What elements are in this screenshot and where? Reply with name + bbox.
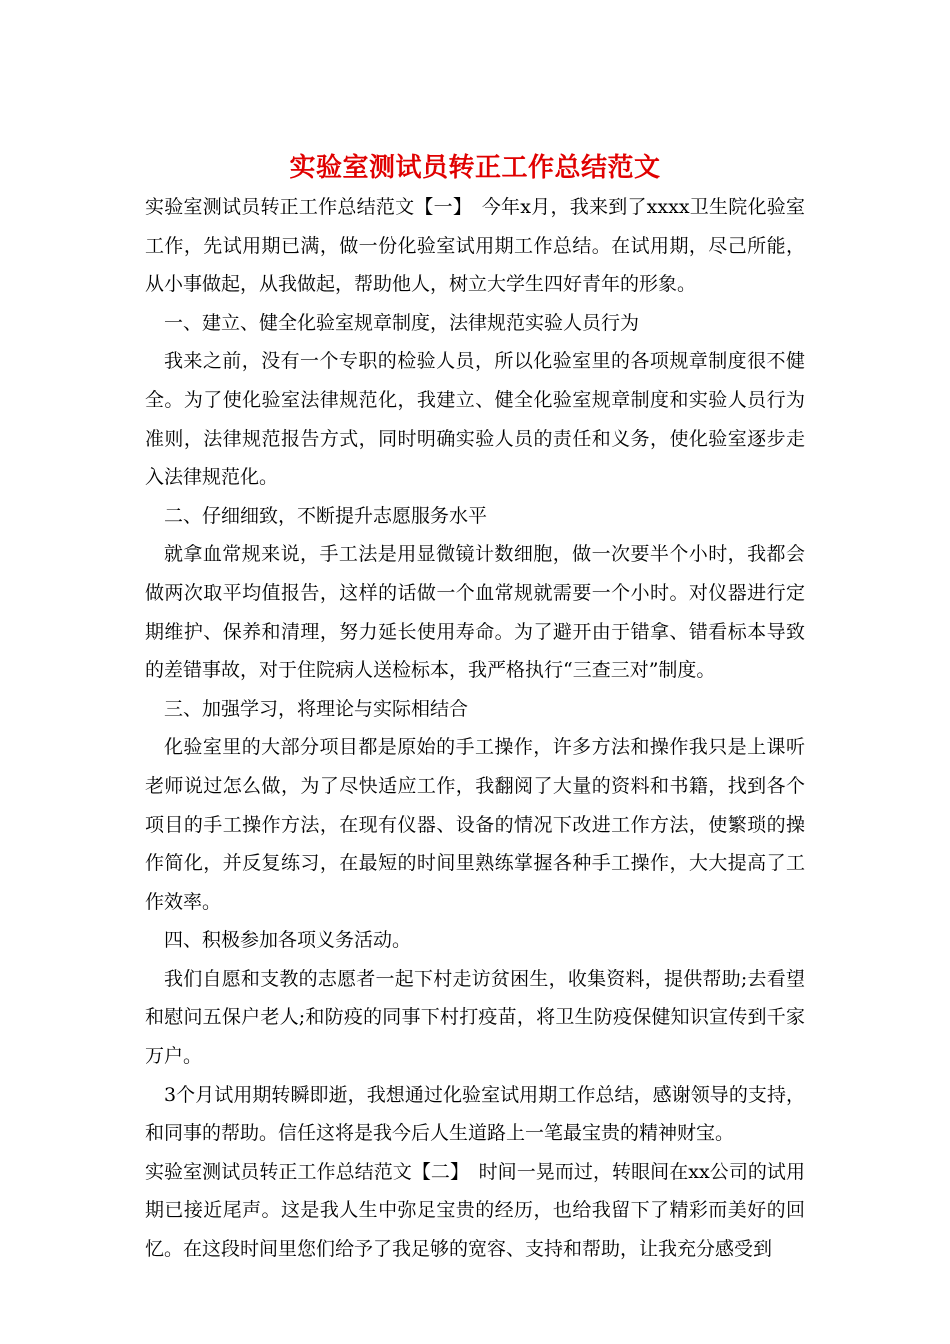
section-heading-4: 四、积极参加各项义务活动。: [164, 929, 412, 952]
section-heading-2: 二、仔细细致，不断提升志愿服务水平: [164, 504, 488, 527]
paragraph-4: 化验室里的大部分项目都是原始的手工操作，许多方法和操作我只是上课听老师说过怎么做，为了尽快适应工作，我翻阅了大量的资料和书籍，找到各个项目的手工操作方法，在现有仪器、设备的情况下改进工作方法，使繁琐的操作简化，并反复练习，在最短的时间里熟练掌握各种手工操作，大大提高了工作效率。: [145, 736, 805, 913]
paragraph-5: 我们自愿和支教的志愿者一起下村走访贫困生，收集资料，提供帮助;去看望和慰问五保户老人;和防疫的同事下村打疫苗，将卫生防疫保健知识宣传到千家万户。: [145, 967, 805, 1068]
paragraph-1: 实验室测试员转正工作总结范文【一】 今年x月，我来到了xxxx卫生院化验室工作，先试用期已满，做一份化验室试用期工作总结。在试用期，尽己所能，从小事做起，从我做起，帮助他人，树立大学生四好青年的形象。: [145, 196, 805, 296]
paragraph-7: 实验室测试员转正工作总结范文【二】 时间一晃而过，转眼间在xx公司的试用期已接近尾声。这是我人生中弥足宝贵的经历，也给我留下了精彩而美好的回忆。在这段时间里您们给予了我足够的宽容、支持和帮助，让我充分感受到: [145, 1160, 805, 1261]
section-heading-1: 一、建立、健全化验室规章制度，法律规范实验人员行为: [164, 311, 640, 334]
section-heading-3: 三、加强学习，将理论与实际相结合: [164, 697, 469, 720]
document-title: 实验室测试员转正工作总结范文: [289, 153, 661, 183]
document-body: [145, 148, 805, 1269]
paragraph-2: 我来之前，没有一个专职的检验人员，所以化验室里的各项规章制度很不健全。为了使化验室法律规范化，我建立、健全化验室规章制度和实验人员行为准则，法律规范报告方式，同时明确实验人员的责任和义务，使化验室逐步走入法律规范化。: [145, 350, 805, 489]
paragraph-6: 3个月试用期转瞬即逝，我想通过化验室试用期工作总结，感谢领导的支持，和同事的帮助。信任这将是我今后人生道路上一笔最宝贵的精神财宝。: [145, 1083, 805, 1145]
paragraph-3: 就拿血常规来说，手工法是用显微镜计数细胞，做一次要半个小时，我都会做两次取平均值报告，这样的话做一个血常规就需要一个小时。对仪器进行定期维护、保养和清理，努力延长使用寿命。为了避开由于错拿、错看标本导致的差错事故，对于住院病人送检标本，我严格执行“三查三对”制度。: [145, 543, 805, 682]
